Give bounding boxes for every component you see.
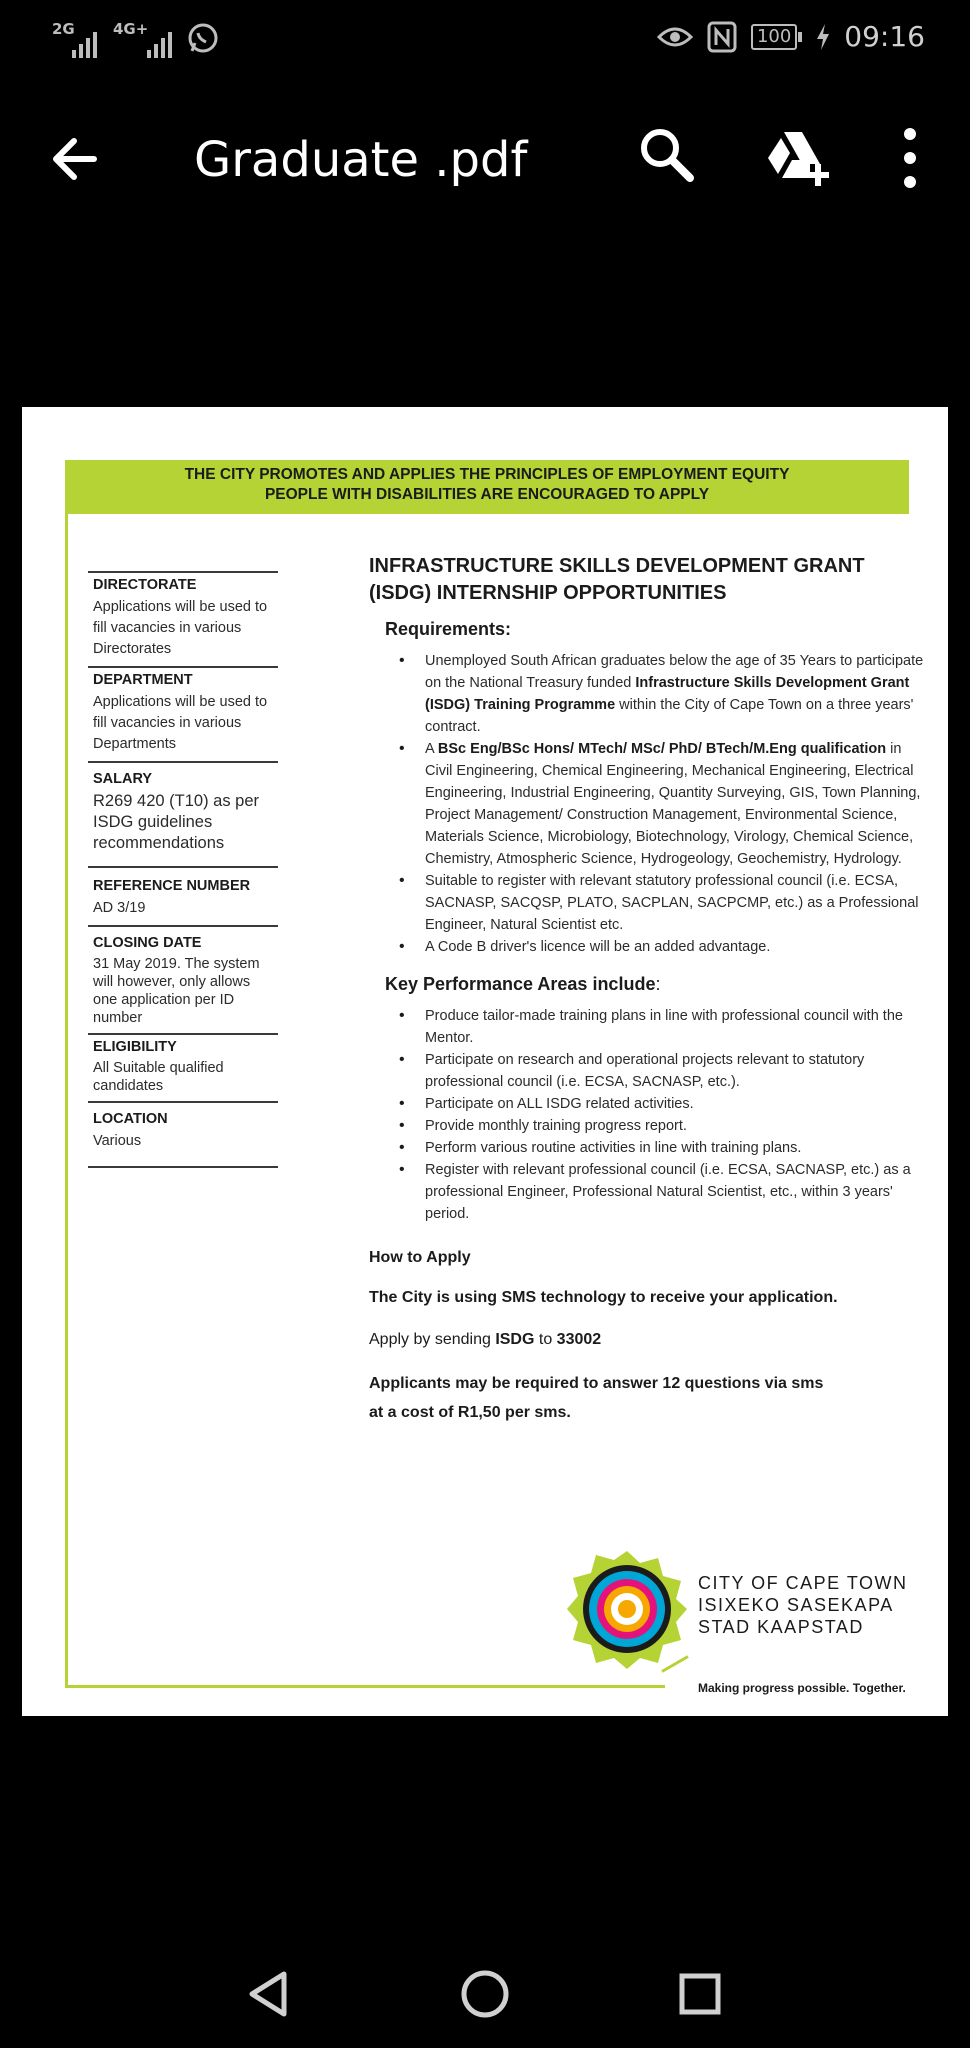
city-name-xhosa: ISIXEKO SASEKAPA [698,1595,894,1615]
list-item: • Provide monthly training progress report. [399,1115,929,1137]
equity-banner [65,460,909,514]
sidebar-heading: DEPARTMENT [93,672,193,688]
banner-line-2: PEOPLE WITH DISABILITIES ARE ENCOURAGED TO APPLY [264,486,710,503]
how-to-apply-heading: How to Apply [369,1249,471,1266]
network-2g-label: 2G [52,20,75,38]
sms-cost-note: Applicants may be required to answer 12 questions via sms at a cost of R1,50 per sms. [369,1375,824,1421]
kpa-heading: Key Performance Areas include: [385,974,661,994]
search-icon [636,124,698,186]
status-bar [0,0,970,84]
list-item: • Suitable to register with relevant statutory professional council (i.e. ECSA, SACNASP, SACQSP, PLATO, SACPLAN, SACPCMP, etc.) as a Professional Engineer, Natural Scientist etc. [399,870,929,936]
signal-4g [113,18,172,58]
sidebar-text: AD 3/19 [93,900,146,916]
circle-home-icon [455,1964,515,2024]
sidebar-heading: LOCATION [93,1111,168,1127]
pdf-page[interactable] [22,407,948,1716]
drive-add-icon [764,126,830,188]
job-description [369,553,929,1427]
kpa-list [399,1005,929,1225]
sidebar-location [88,1101,278,1166]
apply-instruction: Apply by sending ISDG to 33002 [369,1331,602,1348]
sidebar-salary [88,761,278,860]
sidebar-heading: REFERENCE NUMBER [93,878,251,894]
sidebar-text: Applications will be used to fill vacancies in various Directorates [93,599,268,657]
list-item: • Register with relevant professional council (i.e. ECSA, SACNASP, etc.) as a professional Engineer, Professional Natural Scientist, etc., within 3 years' period. [399,1159,929,1225]
network-4g-label: 4G+ [113,20,149,38]
clock: 09:16 [844,20,925,53]
whatsapp-icon [186,21,220,55]
signal-2g [52,18,97,58]
signal-bars-icon [72,24,97,58]
sidebar-department [88,666,278,761]
arrow-left-icon [46,129,106,189]
sidebar-heading: DIRECTORATE [93,577,197,593]
battery-level: 100 [751,24,797,50]
triangle-back-icon [240,1964,300,2024]
sidebar-text: Applications will be used to fill vacancies in various Departments [93,694,268,752]
app-bar [0,84,970,234]
list-item: • A BSc Eng/BSc Hons/ MTech/ MSc/ PhD/ BTech/M.Eng qualification in Civil Engineering, Chemical Engineering, Mechanical Engineering, Electrical Engineering, Industrial Engineering, Quantity Surveying, GIS, Town Planning, Project Management/ Construction Management, Environmental Science, Materials Science, Microbiology, Biotechnology, Virology, Chemical Science, Chemistry, Atmospheric Science, Hydrogeology, Geochemistry, Hydrology. [399,738,929,870]
battery-icon [751,24,802,50]
signal-bars-icon [147,24,172,58]
job-title: INFRASTRUCTURE SKILLS DEVELOPMENT GRANT (ISDG) INTERNSHIP OPPORTUNITIES [369,555,865,604]
requirements-heading: Requirements: [385,619,512,639]
square-recent-icon [670,1964,730,2024]
city-name [698,1572,908,1638]
banner-line-1: THE CITY PROMOTES AND APPLIES THE PRINCIPLES OF EMPLOYMENT EQUITY [184,466,790,483]
status-right [657,20,925,53]
sidebar-heading: SALARY [93,771,153,787]
sms-technology-line: The City is using SMS technology to receive your application. [369,1289,838,1306]
sidebar-eligibility [88,1033,278,1101]
sidebar-closing-date [88,925,278,1033]
sidebar-directorate [88,571,278,666]
nav-back-button[interactable] [240,1964,300,2024]
more-options-button[interactable] [880,124,940,194]
sidebar-text: All Suitable qualified candidates [93,1060,224,1094]
nav-recent-apps-button[interactable] [670,1964,730,2024]
sidebar-end-rule [88,1166,278,1168]
sidebar-reference-number [88,866,278,925]
requirements-list [399,650,929,958]
city-of-cape-town-logo [567,1549,687,1669]
city-tagline: Making progress possible. Together. [698,1681,906,1695]
city-name-english: CITY OF CAPE TOWN [698,1573,908,1593]
list-item: • Participate on ALL ISDG related activities. [399,1093,929,1115]
sidebar-text: Various [93,1133,142,1149]
page-frame-bottom [65,1685,665,1688]
document-title: Graduate .pdf [194,132,528,188]
sidebar-heading: ELIGIBILITY [93,1039,177,1055]
search-button[interactable] [636,124,698,186]
sidebar-text: R269 420 (T10) as per ISDG guidelines recommendations [93,792,260,852]
city-name-afrikaans: STAD KAAPSTAD [698,1617,864,1637]
sidebar-text: 31 May 2019. The system will however, only allows one application per ID number [93,956,260,1026]
list-item: • Produce tailor-made training plans in line with professional council with the Mentor. [399,1005,929,1049]
sidebar-heading: CLOSING DATE [93,935,202,951]
navigation-bar [0,1940,970,2048]
list-item: • Unemployed South African graduates below the age of 35 Years to participate on the National Treasury funded Infrastructure Skills Development Grant (ISDG) Training Programme within the City of Cape Town on a three years' contract. [399,650,929,738]
status-left [52,18,220,58]
add-to-drive-button[interactable] [764,126,830,188]
back-button[interactable] [46,129,106,189]
eye-icon [657,23,693,51]
charging-bolt-icon [816,24,830,50]
job-details-sidebar [88,571,278,1168]
nfc-icon [707,21,737,53]
more-vertical-icon [880,124,940,194]
list-item: • Perform various routine activities in line with training plans. [399,1137,929,1159]
page-frame-left [65,462,68,1688]
list-item: • A Code B driver's licence will be an added advantage. [399,936,929,958]
nav-home-button[interactable] [455,1964,515,2024]
list-item: • Participate on research and operational projects relevant to statutory professional council (i.e. ECSA, SACNASP, etc.). [399,1049,929,1093]
